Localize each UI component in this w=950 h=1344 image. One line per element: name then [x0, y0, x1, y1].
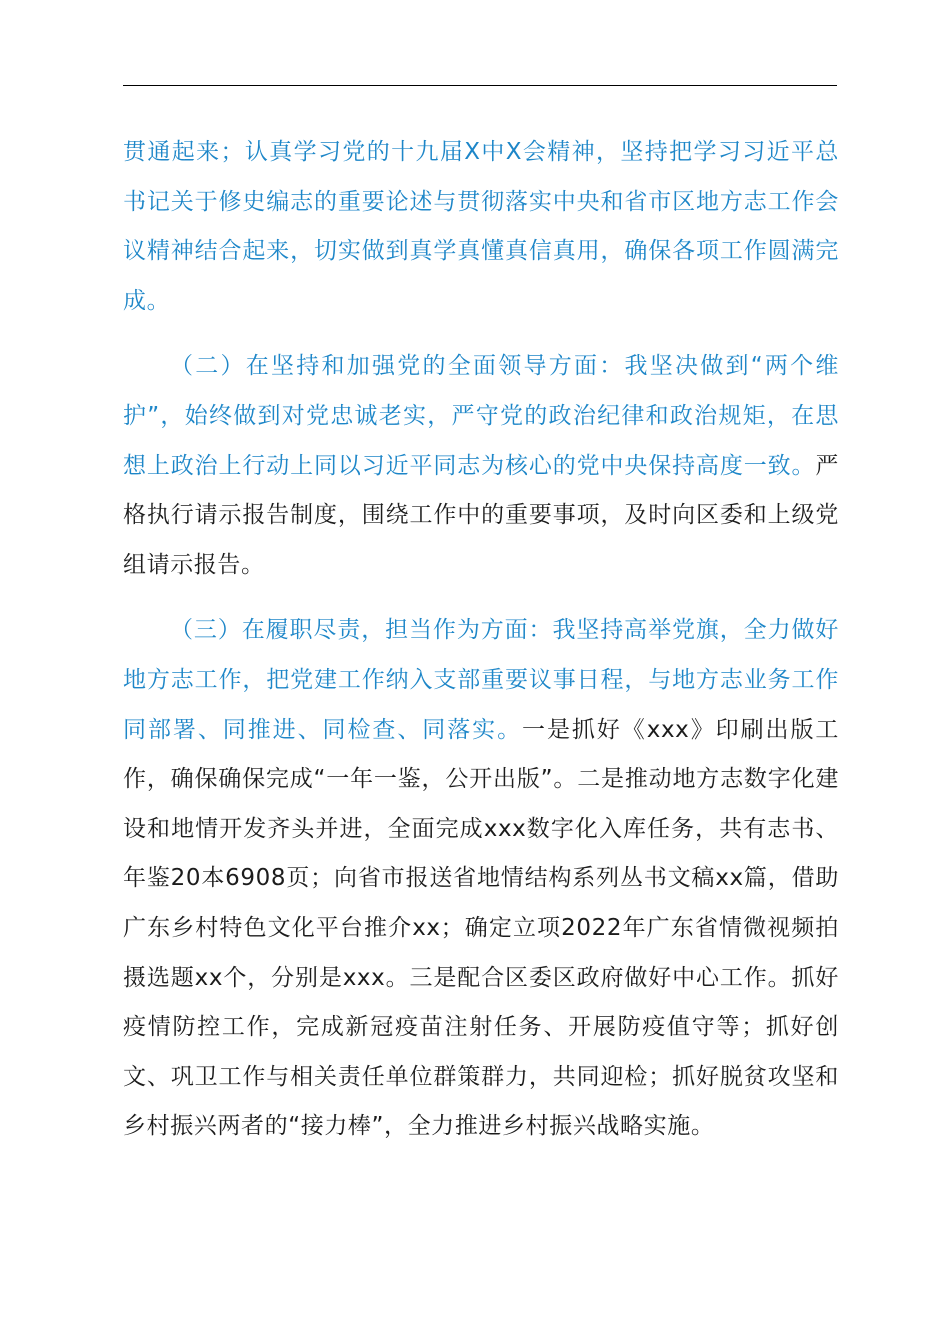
paragraph-continuation	[123, 128, 839, 326]
paragraph-2-plain-text: 严格执行请示报告制度，围绕工作中的重要事项，及时向区委和上级党组请示报告。	[123, 452, 839, 578]
paragraph-duty-performance	[123, 606, 839, 1152]
paragraph-party-leadership	[123, 342, 839, 590]
header-rule	[123, 85, 837, 86]
paragraph-3-highlight-text: （三）在履职尽责，担当作为方面：我坚持高举党旗，全力做好地方志工作，把党建工作纳入支部重要议事日程，与地方志业务工作同部署、同推进、同检查、同落实。	[123, 617, 839, 743]
paragraph-1-highlight-text: 贯通起来；认真学习党的十九届X中X会精神，坚持把学习习近平总书记关于修史编志的重要论述与贯彻落实中央和省市区地方志工作会议精神结合起来，切实做到真学真懂真信真用，确保各项工作圆满完成。	[123, 139, 839, 314]
paragraph-3-plain-text: 一是抓好《xxx》印刷出版工作，确保确保完成“一年一鉴，公开出版”。二是推动地方志数字化建设和地情开发齐头并进，全面完成xxx数字化入库任务，共有志书、年鉴20本6908页；向省市报送省地情结构系列丛书文稿xx篇，借助广东乡村特色文化平台推介xx；确定立项2022年广东省情微视频拍摄选题xx个，分别是xxx。三是配合区委区政府做好中心工作。抓好疫情防控工作，完成新冠疫苗注射任务、开展防疫值守等；抓好创文、巩卫工作与相关责任单位群策群力，共同迎检；抓好脱贫攻坚和乡村振兴两者的“接力棒”，全力推进乡村振兴战略实施。	[123, 716, 839, 1140]
paragraph-2-highlight-text: （二）在坚持和加强党的全面领导方面：我坚决做到“两个维护”，始终做到对党忠诚老实，严守党的政治纪律和政治规矩，在思想上政治上行动上同以习近平同志为核心的党中央保持高度一致。	[123, 353, 839, 479]
document-body	[123, 128, 839, 1152]
